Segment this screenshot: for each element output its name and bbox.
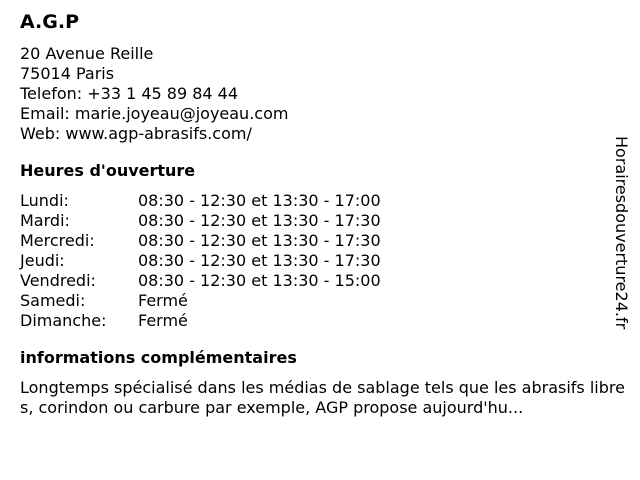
time-value: Fermé xyxy=(138,311,188,330)
phone-line: Telefon: +33 1 45 89 84 44 xyxy=(20,84,239,103)
hours-table xyxy=(20,191,620,331)
day-label: Vendredi: xyxy=(20,271,96,290)
address-line1: 20 Avenue Reille xyxy=(20,44,154,63)
web-line: Web: www.agp-abrasifs.com/ xyxy=(20,124,252,143)
day-label: Dimanche: xyxy=(20,311,107,330)
time-value: 08:30 - 12:30 et 13:30 - 17:30 xyxy=(138,231,381,250)
hours-row xyxy=(20,211,620,231)
email-line: Email: marie.joyeau@joyeau.com xyxy=(20,104,289,123)
day-label: Lundi: xyxy=(20,191,69,210)
time-value: 08:30 - 12:30 et 13:30 - 17:30 xyxy=(138,251,381,270)
address-line2: 75014 Paris xyxy=(20,64,115,83)
time-value: 08:30 - 12:30 et 13:30 - 17:00 xyxy=(138,191,381,210)
watermark-text: Horairesdouverture24.fr xyxy=(612,136,631,330)
hours-row xyxy=(20,311,620,331)
hours-row xyxy=(20,191,620,211)
day-label: Mardi: xyxy=(20,211,70,230)
hours-heading: Heures d'ouverture xyxy=(20,161,196,180)
hours-row xyxy=(20,231,620,251)
hours-row xyxy=(20,291,620,311)
day-label: Mercredi: xyxy=(20,231,95,250)
time-value: 08:30 - 12:30 et 13:30 - 15:00 xyxy=(138,271,381,290)
time-value: 08:30 - 12:30 et 13:30 - 17:30 xyxy=(138,211,381,230)
hours-row xyxy=(20,251,620,271)
day-label: Jeudi: xyxy=(20,251,65,270)
info-heading: informations complémentaires xyxy=(20,348,297,367)
day-label: Samedi: xyxy=(20,291,86,310)
business-name: A.G.P xyxy=(20,11,80,33)
info-text: Longtemps spécialisé dans les médias de sablage tels que les abrasifs libres, corindon ou carbure par exemple, AGP propose aujourd'hu... xyxy=(20,378,625,417)
time-value: Fermé xyxy=(138,291,188,310)
hours-row xyxy=(20,271,620,291)
